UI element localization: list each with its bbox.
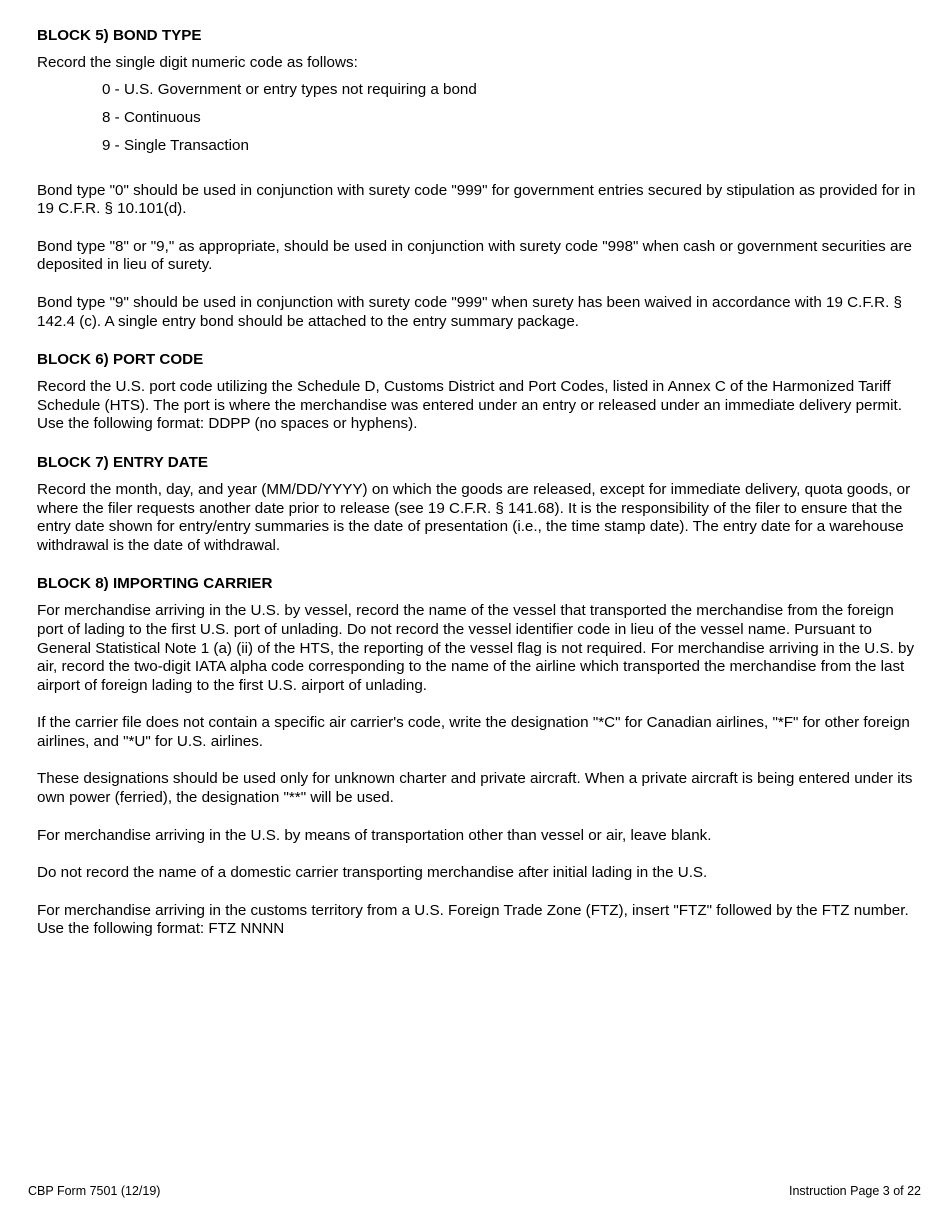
block8-heading: BLOCK 8) IMPORTING CARRIER [37, 575, 273, 593]
block5-paragraph: Bond type "8" or "9," as appropriate, should be used in conjunction with surety code "998" when cash or government securities are deposited in lieu of surety. [37, 237, 912, 274]
block5-paragraph: Bond type "0" should be used in conjunction with surety code "999" for government entries secured by stipulation as provided for in 19 C.F.R. § 10.101(d). [37, 181, 916, 218]
block5-paragraph: Bond type "9" should be used in conjunction with surety code "999" when surety has been waived in accordance with 19 C.F.R. § 142.4 (c). A single entry bond should be attached to the entry summary package. [37, 293, 902, 330]
block5-intro: Record the single digit numeric code as follows: [37, 54, 358, 71]
bond-code-item: 8 - Continuous [102, 108, 201, 126]
bond-type-code-list [102, 81, 917, 165]
document-page [37, 26, 917, 958]
block7-paragraph: Record the month, day, and year (MM/DD/YYYY) on which the goods are released, except for immediate delivery, quota goods, or where the filer requests another date prior to release (see 19 C.F.R. § 141.68). It is the responsibility of the filer to ensure that the entry date shown for entry/entry summaries is the date of presentation (i.e., the time stamp date). The entry date for a warehouse withdrawal is the date of withdrawal. [37, 480, 911, 554]
block8-paragraph: These designations should be used only for unknown charter and private aircraft. When a private aircraft is being entered under its own power (ferried), the designation "**" will be used. [37, 770, 913, 807]
bond-code-item: 9 - Single Transaction [102, 136, 249, 154]
block8-section [37, 574, 917, 939]
footer-page-number: Instruction Page 3 of 22 [788, 1184, 921, 1198]
block5-heading: BLOCK 5) BOND TYPE [37, 27, 202, 44]
block8-paragraph: For merchandise arriving in the U.S. by vessel, record the name of the vessel that transported the merchandise from the foreign port of lading to the first U.S. port of unlading. Do not record the vessel identifier code in lieu of the vessel name. Pursuant to General Statistical Note 1 (a) (ii) of the HTS, the reporting of the vessel flag is not required. For merchandise arriving in the U.S. by air, record the two-digit IATA alpha code corresponding to the name of the airline which transported the merchandise from the last airport of foreign lading to the first U.S. airport of unlading. [37, 602, 915, 694]
footer-form-number: CBP Form 7501 (12/19) [28, 1184, 161, 1198]
block7-section [37, 453, 917, 555]
bond-code-item: 0 - U.S. Government or entry types not requiring a bond [102, 80, 477, 98]
block8-paragraph: If the carrier file does not contain a specific air carrier's code, write the designation "*C" for Canadian airlines, "*F" for other foreign airlines, and "*U" for U.S. airlines. [37, 714, 910, 750]
block7-heading: BLOCK 7) ENTRY DATE [37, 453, 209, 471]
block6-heading: BLOCK 6) PORT CODE [37, 351, 204, 369]
block8-paragraph: For merchandise arriving in the customs territory from a U.S. Foreign Trade Zone (FTZ), insert "FTZ" followed by the FTZ number. Use the following format: FTZ NNNN [37, 901, 909, 938]
block6-paragraph: Record the U.S. port code utilizing the Schedule D, Customs District and Port Codes, listed in Annex C of the Harmonized Tariff Schedule (HTS). The port is where the merchandise was entered under an entry or released under an immediate delivery permit. Use the following format: DDPP (no spaces or hyphens). [37, 378, 902, 433]
block6-section [37, 350, 917, 434]
block5-section [37, 26, 917, 331]
block8-paragraph: Do not record the name of a domestic carrier transporting merchandise after initial lading in the U.S. [37, 864, 708, 882]
block8-paragraph: For merchandise arriving in the U.S. by means of transportation other than vessel or air, leave blank. [37, 826, 712, 844]
